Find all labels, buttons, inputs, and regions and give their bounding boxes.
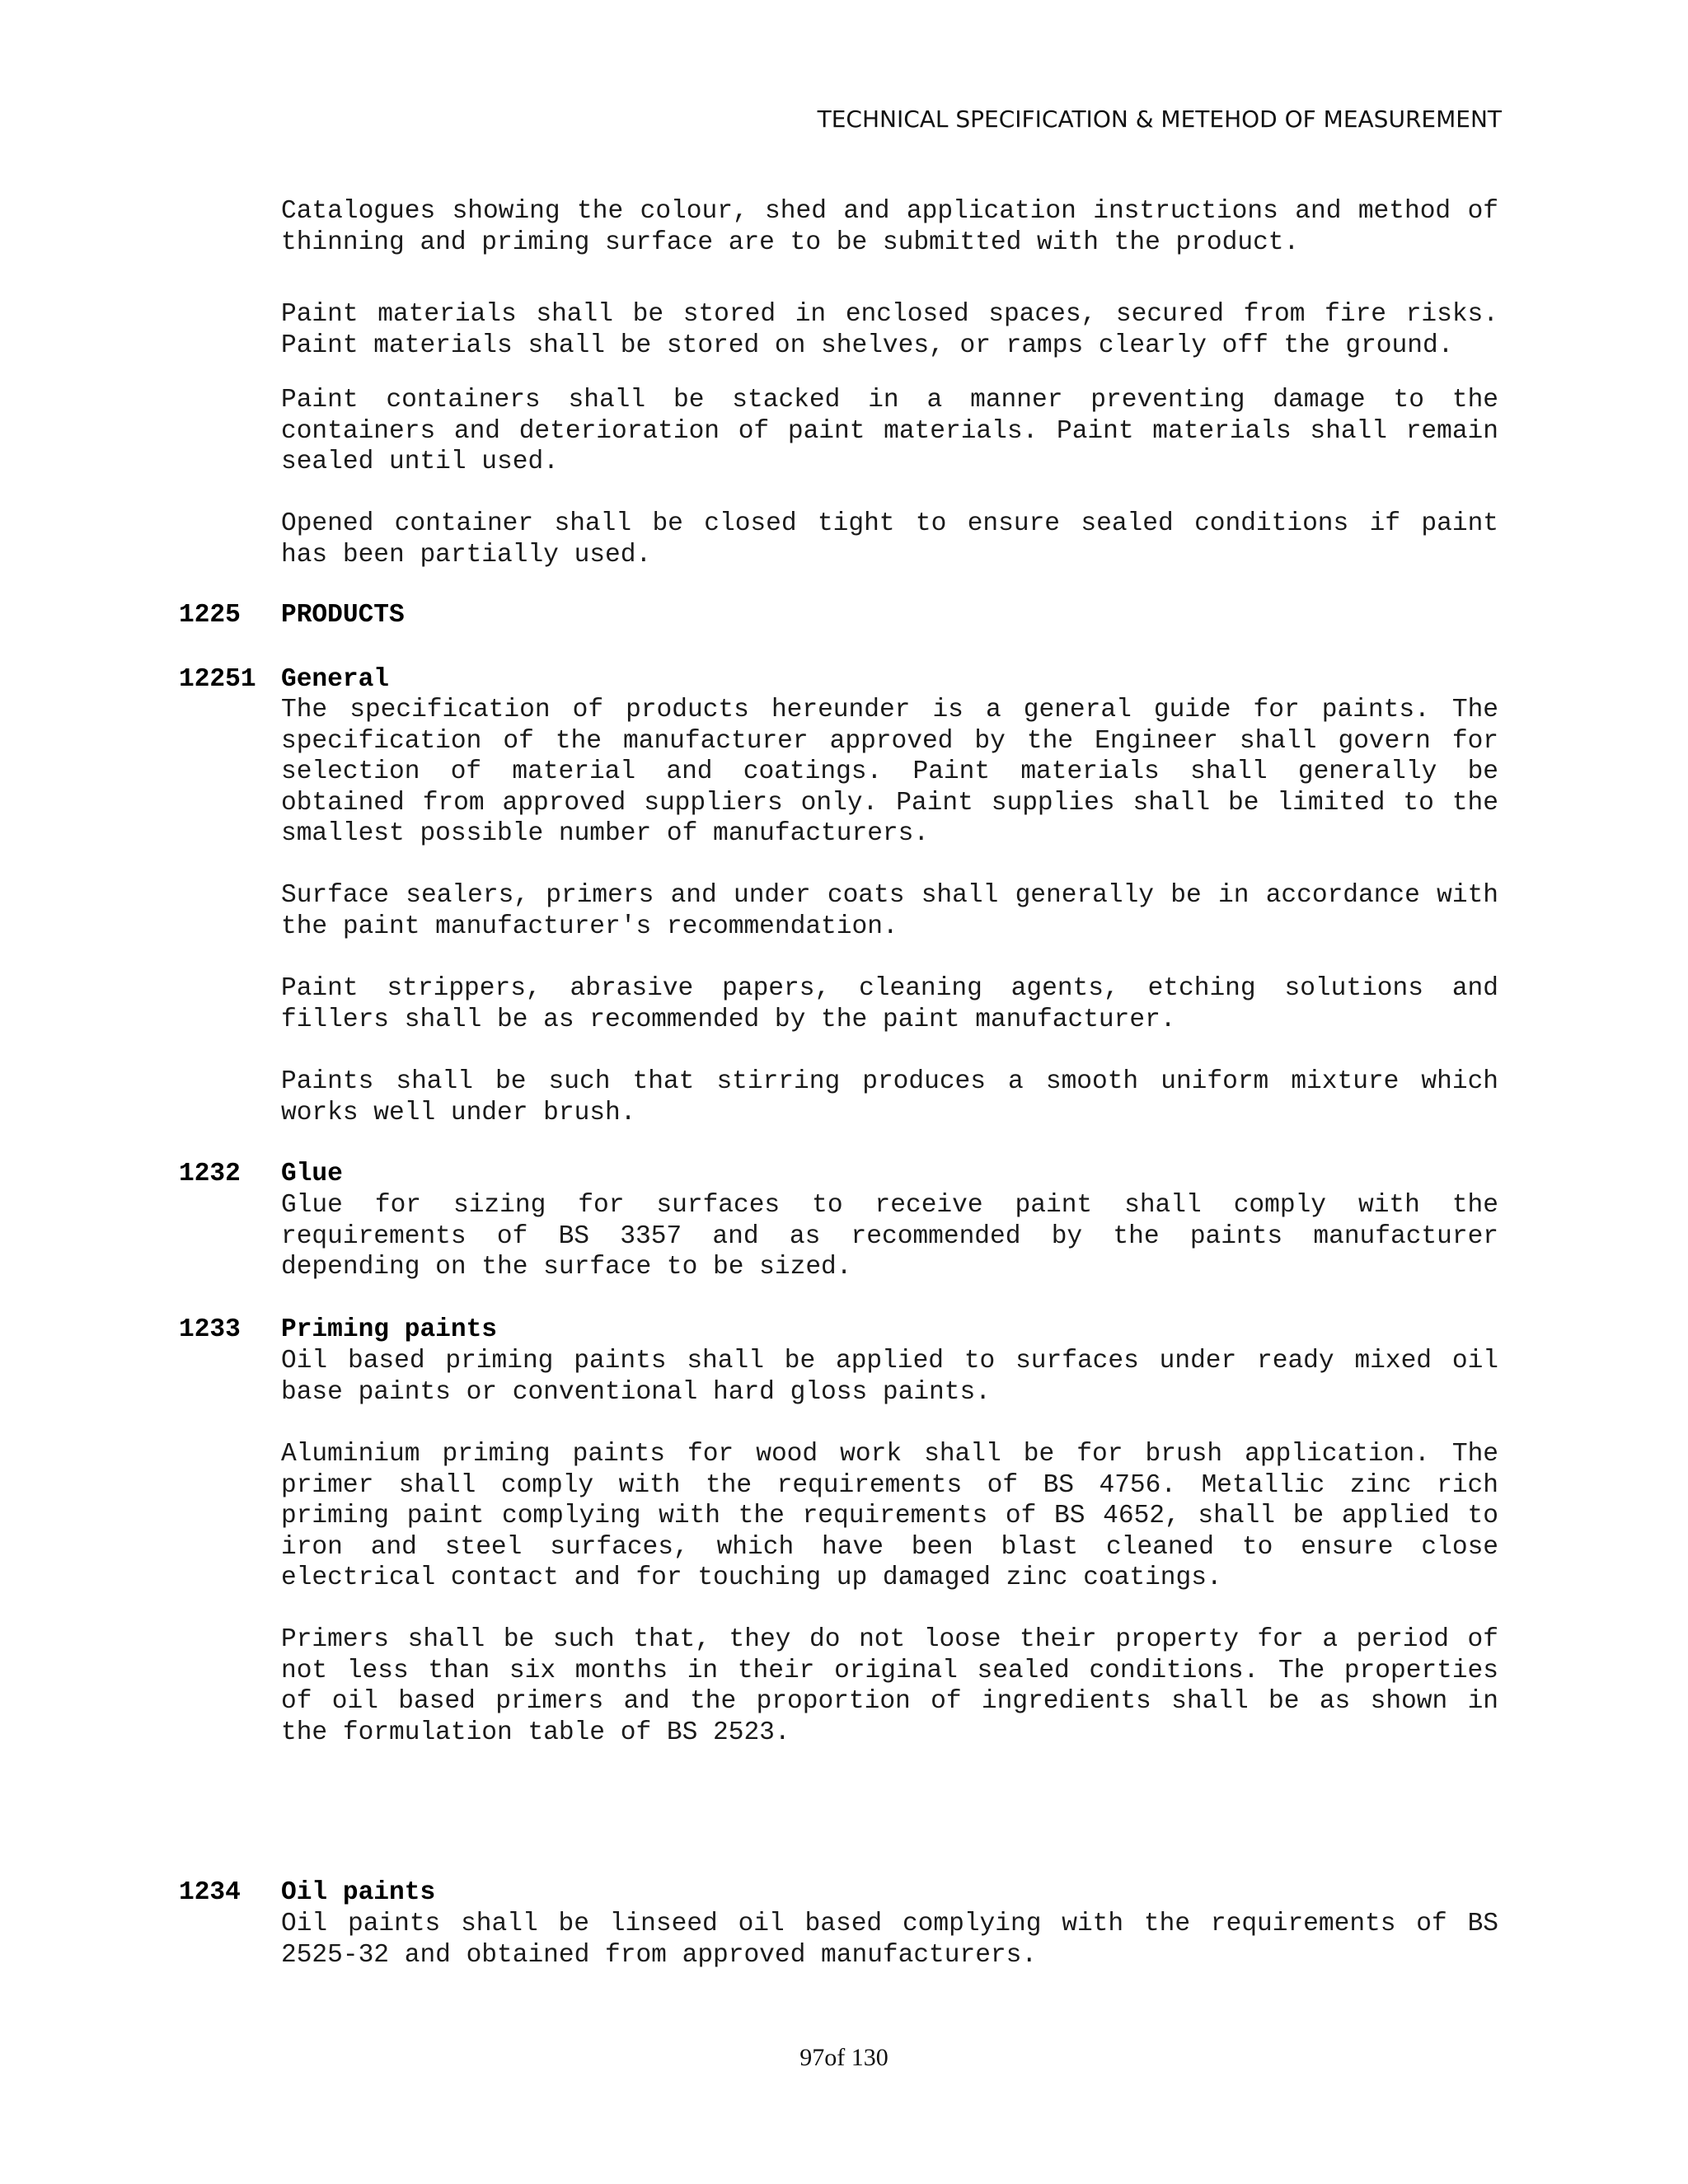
intro-paragraph — [281, 299, 1498, 361]
paragraph: The specification of products hereunder is a general guide for paints. The specification of the manufacturer approved by the Engineer shall govern for selection of material and coatings. Paint materials shall generally be obtained from approved suppliers only. Paint supplies shall be limited to the smallest possible number of manufacturers. — [281, 696, 1498, 849]
paragraph: Catalogues showing the colour, shed and application instructions and method of thinning and priming surface are to be submitted with the product. — [281, 197, 1498, 257]
section-paragraph — [281, 880, 1498, 942]
intro-paragraph — [281, 196, 1498, 258]
document-header: TECHNICAL SPECIFICATION & METEHOD OF MEASUREMENT — [817, 105, 1502, 133]
section-paragraph — [281, 1624, 1498, 1748]
section-number: 1233 — [179, 1315, 241, 1344]
section-paragraph — [281, 1066, 1498, 1128]
section-paragraph — [281, 1439, 1498, 1594]
section-paragraph — [281, 1190, 1498, 1283]
paragraph: Primers shall be such that, they do not loose their property for a period of not less than six months in their original sealed conditions. The properties of oil based primers and the proportion of ingredients shall be as shown in the formulation table of BS 2523. — [281, 1625, 1498, 1747]
paragraph: Oil paints shall be linseed oil based complying with the requirements of BS 2525-32 and obtained from approved manufacturers. — [281, 1910, 1498, 1970]
paragraph: Paints shall be such that stirring produces a smooth uniform mixture which works well under brush. — [281, 1067, 1498, 1127]
section-paragraph — [281, 1909, 1498, 1971]
paragraph: Paint containers shall be stacked in a manner preventing damage to the containers and deterioration of paint materials. Paint materials shall remain sealed until used. — [281, 386, 1498, 477]
section-title: Oil paints — [281, 1878, 436, 1907]
paragraph: Glue for sizing for surfaces to receive paint shall comply with the requirements of BS 3357 and as recommended by the paints manufacturer depending on the surface to be sized. — [281, 1191, 1498, 1282]
intro-paragraph — [281, 509, 1498, 570]
paragraph: Oil based priming paints shall be applied to surfaces under ready mixed oil base paints or conventional hard gloss paints. — [281, 1347, 1498, 1407]
paragraph: Paint materials shall be stored in enclosed spaces, secured from fire risks. Paint materials shall be stored on shelves, or ramps clearly off the ground. — [281, 300, 1498, 360]
section-title: PRODUCTS — [281, 601, 405, 630]
section-number: 1232 — [179, 1160, 241, 1188]
paragraph: Surface sealers, primers and under coats shall generally be in accordance with the paint manufacturer's recommendation. — [281, 881, 1498, 941]
section-title: General — [281, 665, 390, 694]
paragraph: Paint strippers, abrasive papers, cleaning agents, etching solutions and fillers shall be as recommended by the paint manufacturer. — [281, 974, 1498, 1034]
intro-paragraph — [281, 385, 1498, 478]
paragraph: Aluminium priming paints for wood work shall be for brush application. The primer shall comply with the requirements of BS 4756. Metallic zinc rich priming paint complying with the requirements of BS 4652, shall be applied to iron and steel surfaces, which have been blast cleaned to ensure close electrical contact and for touching up damaged zinc coatings. — [281, 1440, 1498, 1593]
section-number: 12251 — [179, 665, 256, 694]
section-number: 1225 — [179, 601, 241, 630]
section-number: 1234 — [179, 1878, 241, 1907]
section-title: Glue — [281, 1160, 343, 1188]
section-paragraph — [281, 695, 1498, 850]
section-paragraph — [281, 1346, 1498, 1408]
page-number: 97of 130 — [799, 2044, 889, 2071]
section-paragraph — [281, 973, 1498, 1035]
section-title: Priming paints — [281, 1315, 498, 1344]
paragraph: Opened container shall be closed tight to ensure sealed conditions if paint has been partially used. — [281, 509, 1498, 569]
